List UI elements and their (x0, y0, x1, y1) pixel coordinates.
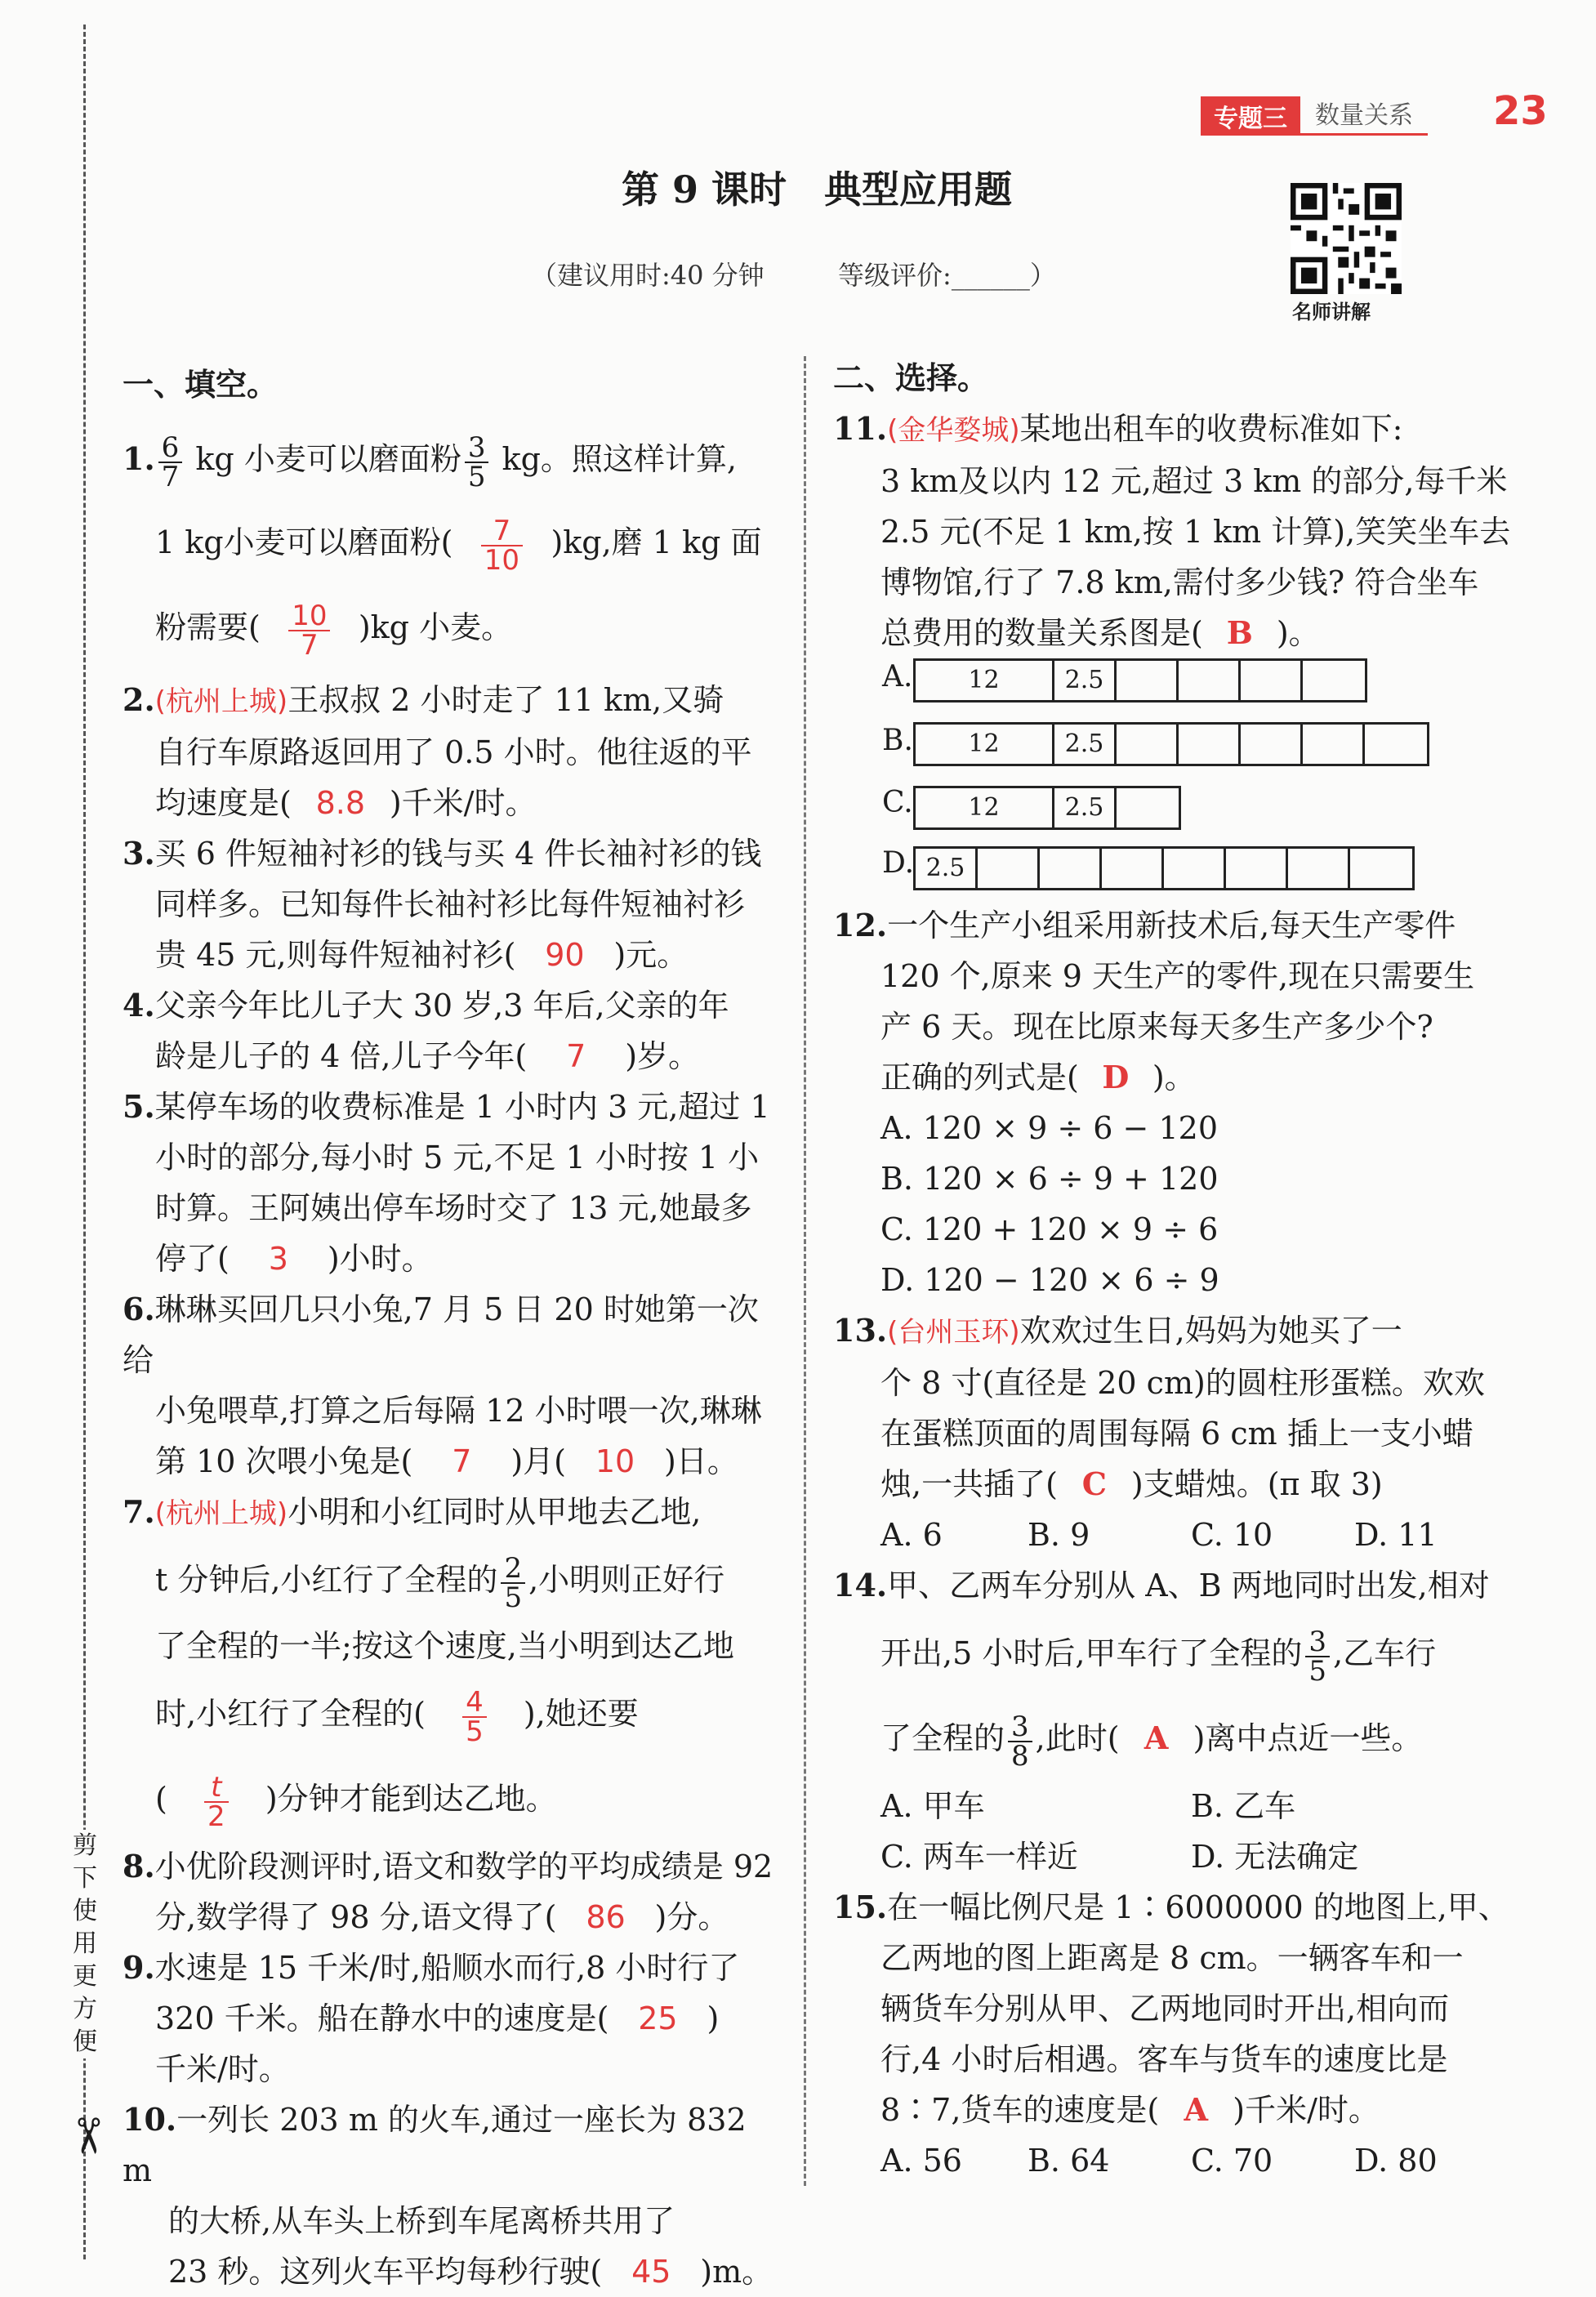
option: A. 56 (880, 2143, 962, 2179)
answer: 7 (566, 1038, 586, 1074)
topic-header (1201, 96, 1428, 136)
question-1: 1. $\frac{6}{7}$ kg 小麦可以磨面粉 $\frac{3}{5}$ kg。照这样计算, 1 kg小麦可以磨面粉( $\frac{7}{10}$ )kg,磨 1 kg 面 粉需要( $\frac{10}{7}$ )kg 小麦。 (123, 430, 762, 662)
answer: $\frac{t}{2}$ (204, 1773, 229, 1831)
option-c-label: C. (882, 786, 913, 819)
section-multiple-choice (833, 353, 1519, 658)
question-2: 2.(杭州上城)王叔叔 2 小时走了 11 km,又骑 自行车原路返回用了 0.5 小时。他往返的平 均速度是( 8.8 )千米/时。 (123, 675, 784, 828)
question-4: 4.父亲今年比儿子大 30 岁,3 年后,父亲的年 龄是儿子的 4 倍,儿子今年( 7 )岁。 (123, 980, 784, 1082)
answer: 86 (586, 1899, 626, 1935)
bar-diagram-d: 2.5 (913, 846, 1415, 890)
option: B. 64 (1028, 2143, 1110, 2179)
option: D. 80 (1354, 2143, 1438, 2179)
question-10: 10.一列长 203 m 的火车,通过一座长为 832 m 的大桥,从车头上桥到车尾离桥共用了 23 秒。这列火车平均每秒行驶( 45 )m。 (123, 2094, 784, 2297)
option: D. 120 − 120 × 6 ÷ 9 (880, 1262, 1219, 1298)
option-d-label: D. (882, 846, 915, 880)
question-7: 7.(杭州上城)小明和小红同时从甲地去乙地, t 分钟后,小红行了全程的 $\frac{2}{5}$ ,小明则正好行 了全程的一半;按这个速度,当小明到达乙地 时,小红行了全程的( $\frac{4}{5}$ ),她还要 ( $\frac{t}{2}$ )分钟才能到达乙地。 (123, 1493, 734, 1833)
question-13: 13.(台州玉环)欢欢过生日,妈妈为她买了一 个 8 寸(直径是 20 cm)的圆柱形蛋糕。欢欢 在蛋糕顶面的周围每隔 6 cm 插上一支小蜡 烛,一共插了( C )支蜡烛。(π 取 3) A. 6 B. 9 C. 10 D. 11 (833, 1305, 1519, 1560)
option: C. 10 (1191, 1517, 1273, 1553)
option: C. 120 + 120 × 9 ÷ 6 (880, 1211, 1219, 1247)
qr-caption: 名师讲解 (1292, 301, 1371, 323)
answer: 7 (452, 1443, 472, 1479)
option-a-label: A. (882, 660, 913, 694)
option: A. 120 × 9 ÷ 6 − 120 (880, 1110, 1219, 1146)
topic-name: 数量关系 (1300, 97, 1428, 136)
subtitle (531, 255, 1056, 292)
option: D. 无法确定 (1191, 1839, 1359, 1875)
option: B. 9 (1028, 1517, 1090, 1553)
column-divider (804, 356, 806, 2186)
choice-questions-12-15 (833, 900, 1519, 2186)
option: C. 70 (1191, 2143, 1273, 2179)
option: A. 甲车 (880, 1788, 985, 1824)
question-9: 9.水速是 15 千米/时,船顺水而行,8 小时行了 320 千米。船在静水中的速度是( 25 ) 千米/时。 (123, 1949, 740, 2087)
option: C. 两车一样近 (880, 1839, 1078, 1875)
scissors-icon: ✂ (59, 2115, 117, 2157)
question-14: 14.甲、乙两车分别从 A、B 两地同时出发,相对 开出,5 小时后,甲车行了全程的 $\frac{3}{5}$ ,乙车行 了全程的 $\frac{3}{8}$ ,此时( A )离中点近一些。 A. 甲车 B. 乙车 C. 两车一样近 D. 无法确定 (833, 1560, 1519, 1882)
section-fill-in (123, 359, 784, 2297)
page-number: 23 (1493, 88, 1548, 134)
source-tag: (杭州上城) (154, 1497, 288, 1530)
source-tag: (台州玉环) (887, 1316, 1020, 1349)
suggested-time: （建议用时:40 分钟 (531, 260, 765, 291)
answer: B (1226, 614, 1253, 651)
option: B. 乙车 (1191, 1788, 1296, 1824)
topic-tag: 专题三 (1201, 96, 1300, 136)
bar-diagram-a: 12 2.5 (913, 658, 1367, 702)
bar-diagram-c: 12 2.5 (913, 786, 1181, 830)
question-5: 5.某停车场的收费标准是 1 小时内 3 元,超过 1 小时的部分,每小时 5 元,不足 1 小时按 1 小 时算。王阿姨出停车场时交了 13 元,她最多 停了( 3 )小时。 (123, 1082, 784, 1284)
answer: 25 (638, 2000, 678, 2036)
answer: A (1184, 2091, 1208, 2128)
qr-code-icon[interactable] (1291, 183, 1402, 294)
section-title: 一、填空。 (123, 367, 279, 403)
question-11: 11.(金华婺城)某地出租车的收费标准如下: 3 km及以内 12 元,超过 3 km 的部分,每千米 2.5 元(不足 1 km,按 1 km 计算),笑笑坐车去 博物馆,行了 7.8 km,需付多少钱? 符合坐车 总费用的数量关系图是( B )。 (833, 404, 1519, 658)
question-8: 8.小优阶段测评时,语文和数学的平均成绩是 92 分,数学得了 98 分,语文得了( 86 )分。 (123, 1841, 784, 1942)
answer: 45 (631, 2254, 671, 2290)
answer: 10 (595, 1443, 635, 1479)
section-title: 二、选择。 (833, 360, 989, 396)
option: A. 6 (880, 1517, 943, 1553)
question-6: 6.琳琳买回几只小兔,7 月 5 日 20 时她第一次给 小兔喂草,打算之后每隔 12 小时喂一次,琳琳 第 10 次喂小兔是( 7 )月( 10 )日。 (123, 1284, 784, 1487)
answer: A (1144, 1719, 1169, 1756)
answer: 90 (545, 937, 585, 973)
answer: $\frac{4}{5}$ (462, 1688, 487, 1746)
option: B. 120 × 6 ÷ 9 + 120 (880, 1161, 1219, 1197)
source-tag: (杭州上城) (154, 685, 288, 718)
grade-evaluation: 等级评价:______） (838, 260, 1056, 291)
bar-diagram-b: 12 2.5 (913, 722, 1429, 766)
question-15: 15.在一幅比例尺是 1∶6000000 的地图上,甲、 乙两地的图上距离是 8 cm。一辆客车和一 辆货车分别从甲、乙两地同时开出,相向而 行,4 小时后相遇。客车与货车的速度比是 8∶7,货车的速度是( A )千米/时。 A. 56 B. 64 C. 70 D. 80 (833, 1882, 1519, 2186)
answer: 3 (268, 1241, 288, 1277)
option-b-label: B. (882, 724, 913, 757)
answer: D (1102, 1059, 1130, 1095)
answer: C (1081, 1465, 1108, 1502)
answer: $\frac{7}{10}$ (481, 517, 523, 574)
answer: 8.8 (315, 785, 366, 821)
source-tag: (金华婺城) (887, 414, 1020, 447)
answer: $\frac{10}{7}$ (288, 602, 330, 659)
cut-instruction: 剪下使用更方便 (69, 1830, 101, 2058)
option: D. 11 (1354, 1517, 1438, 1553)
page-title: 第 9 课时 典型应用题 (621, 167, 1013, 212)
question-12: 12.一个生产小组采用新技术后,每天生产零件 120 个,原来 9 天生产的零件,现在只需要生 产 6 天。现在比原来每天多生产多少个? 正确的列式是( D )。 A. 120 × 9 ÷ 6 − 120 B. 120 × 6 ÷ 9 + 120 C. 120 + 120 × 9 ÷ 6 D. 120 − 120 × 6 ÷ 9 (833, 900, 1519, 1305)
question-3: 3.买 6 件短袖衬衫的钱与买 4 件长袖衬衫的钱 同样多。已知每件长袖衬衫比每件短袖衬衫 贵 45 元,则每件短袖衬衫( 90 )元。 (123, 828, 784, 980)
